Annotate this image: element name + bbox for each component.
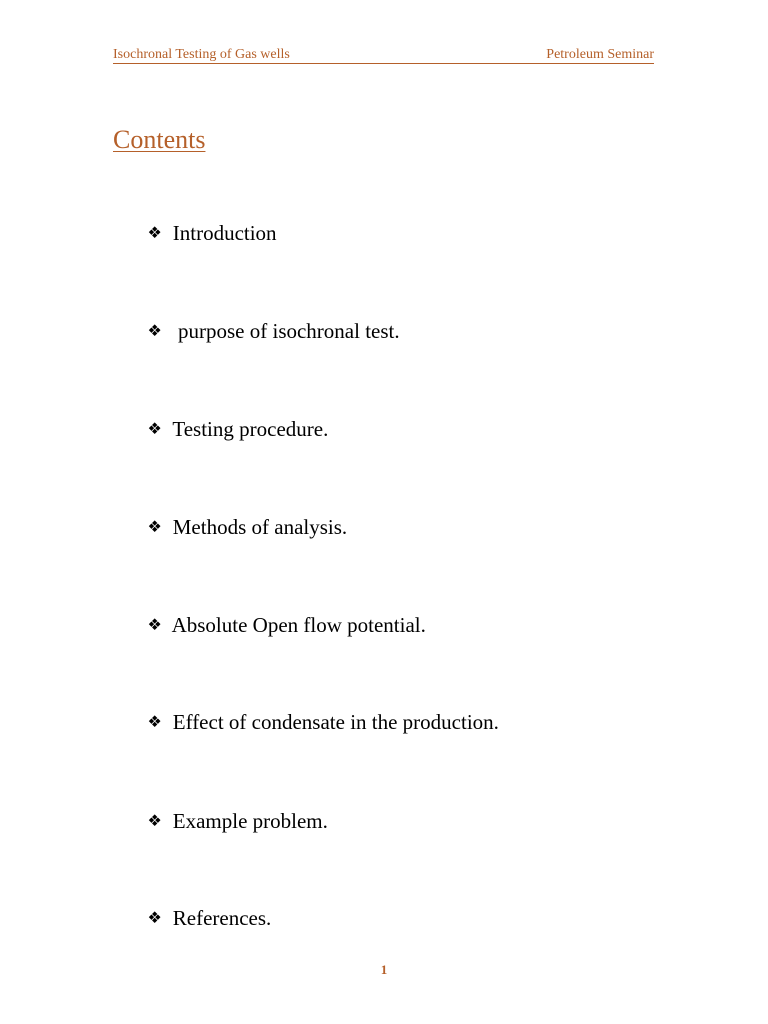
contents-item-introduction xyxy=(137,194,277,246)
header-document-title: Isochronal Testing of Gas wells xyxy=(113,47,290,62)
contents-item-methods-of-analysis xyxy=(137,488,347,540)
diamond-bullet-icon: ❖ xyxy=(147,712,162,731)
header-course-name: Petroleum Seminar xyxy=(546,47,654,62)
contents-item-label: Absolute Open flow potential. xyxy=(167,613,426,637)
contents-item-purpose xyxy=(137,292,400,344)
diamond-bullet-icon: ❖ xyxy=(147,223,162,242)
diamond-bullet-icon: ❖ xyxy=(147,517,162,536)
contents-item-label: References. xyxy=(167,906,272,930)
contents-item-label: Example problem. xyxy=(167,809,328,833)
page-number: 1 xyxy=(380,962,388,977)
page-header xyxy=(113,46,654,64)
contents-item-label: Introduction xyxy=(167,221,277,245)
diamond-bullet-icon: ❖ xyxy=(147,811,162,830)
diamond-bullet-icon: ❖ xyxy=(147,419,162,438)
contents-item-absolute-open-flow xyxy=(137,586,426,638)
contents-item-label: Effect of condensate in the production. xyxy=(167,710,499,734)
contents-item-example-problem xyxy=(137,782,328,834)
contents-item-references xyxy=(137,879,271,931)
contents-item-label: Testing procedure. xyxy=(167,417,329,441)
diamond-bullet-icon: ❖ xyxy=(147,908,162,927)
contents-heading: Contents xyxy=(113,125,206,154)
diamond-bullet-icon: ❖ xyxy=(147,615,162,634)
contents-item-effect-of-condensate xyxy=(137,683,499,735)
contents-item-label: Methods of analysis. xyxy=(167,515,348,539)
contents-item-testing-procedure xyxy=(137,390,328,442)
contents-item-label: purpose of isochronal test. xyxy=(167,319,400,343)
diamond-bullet-icon: ❖ xyxy=(147,321,162,340)
